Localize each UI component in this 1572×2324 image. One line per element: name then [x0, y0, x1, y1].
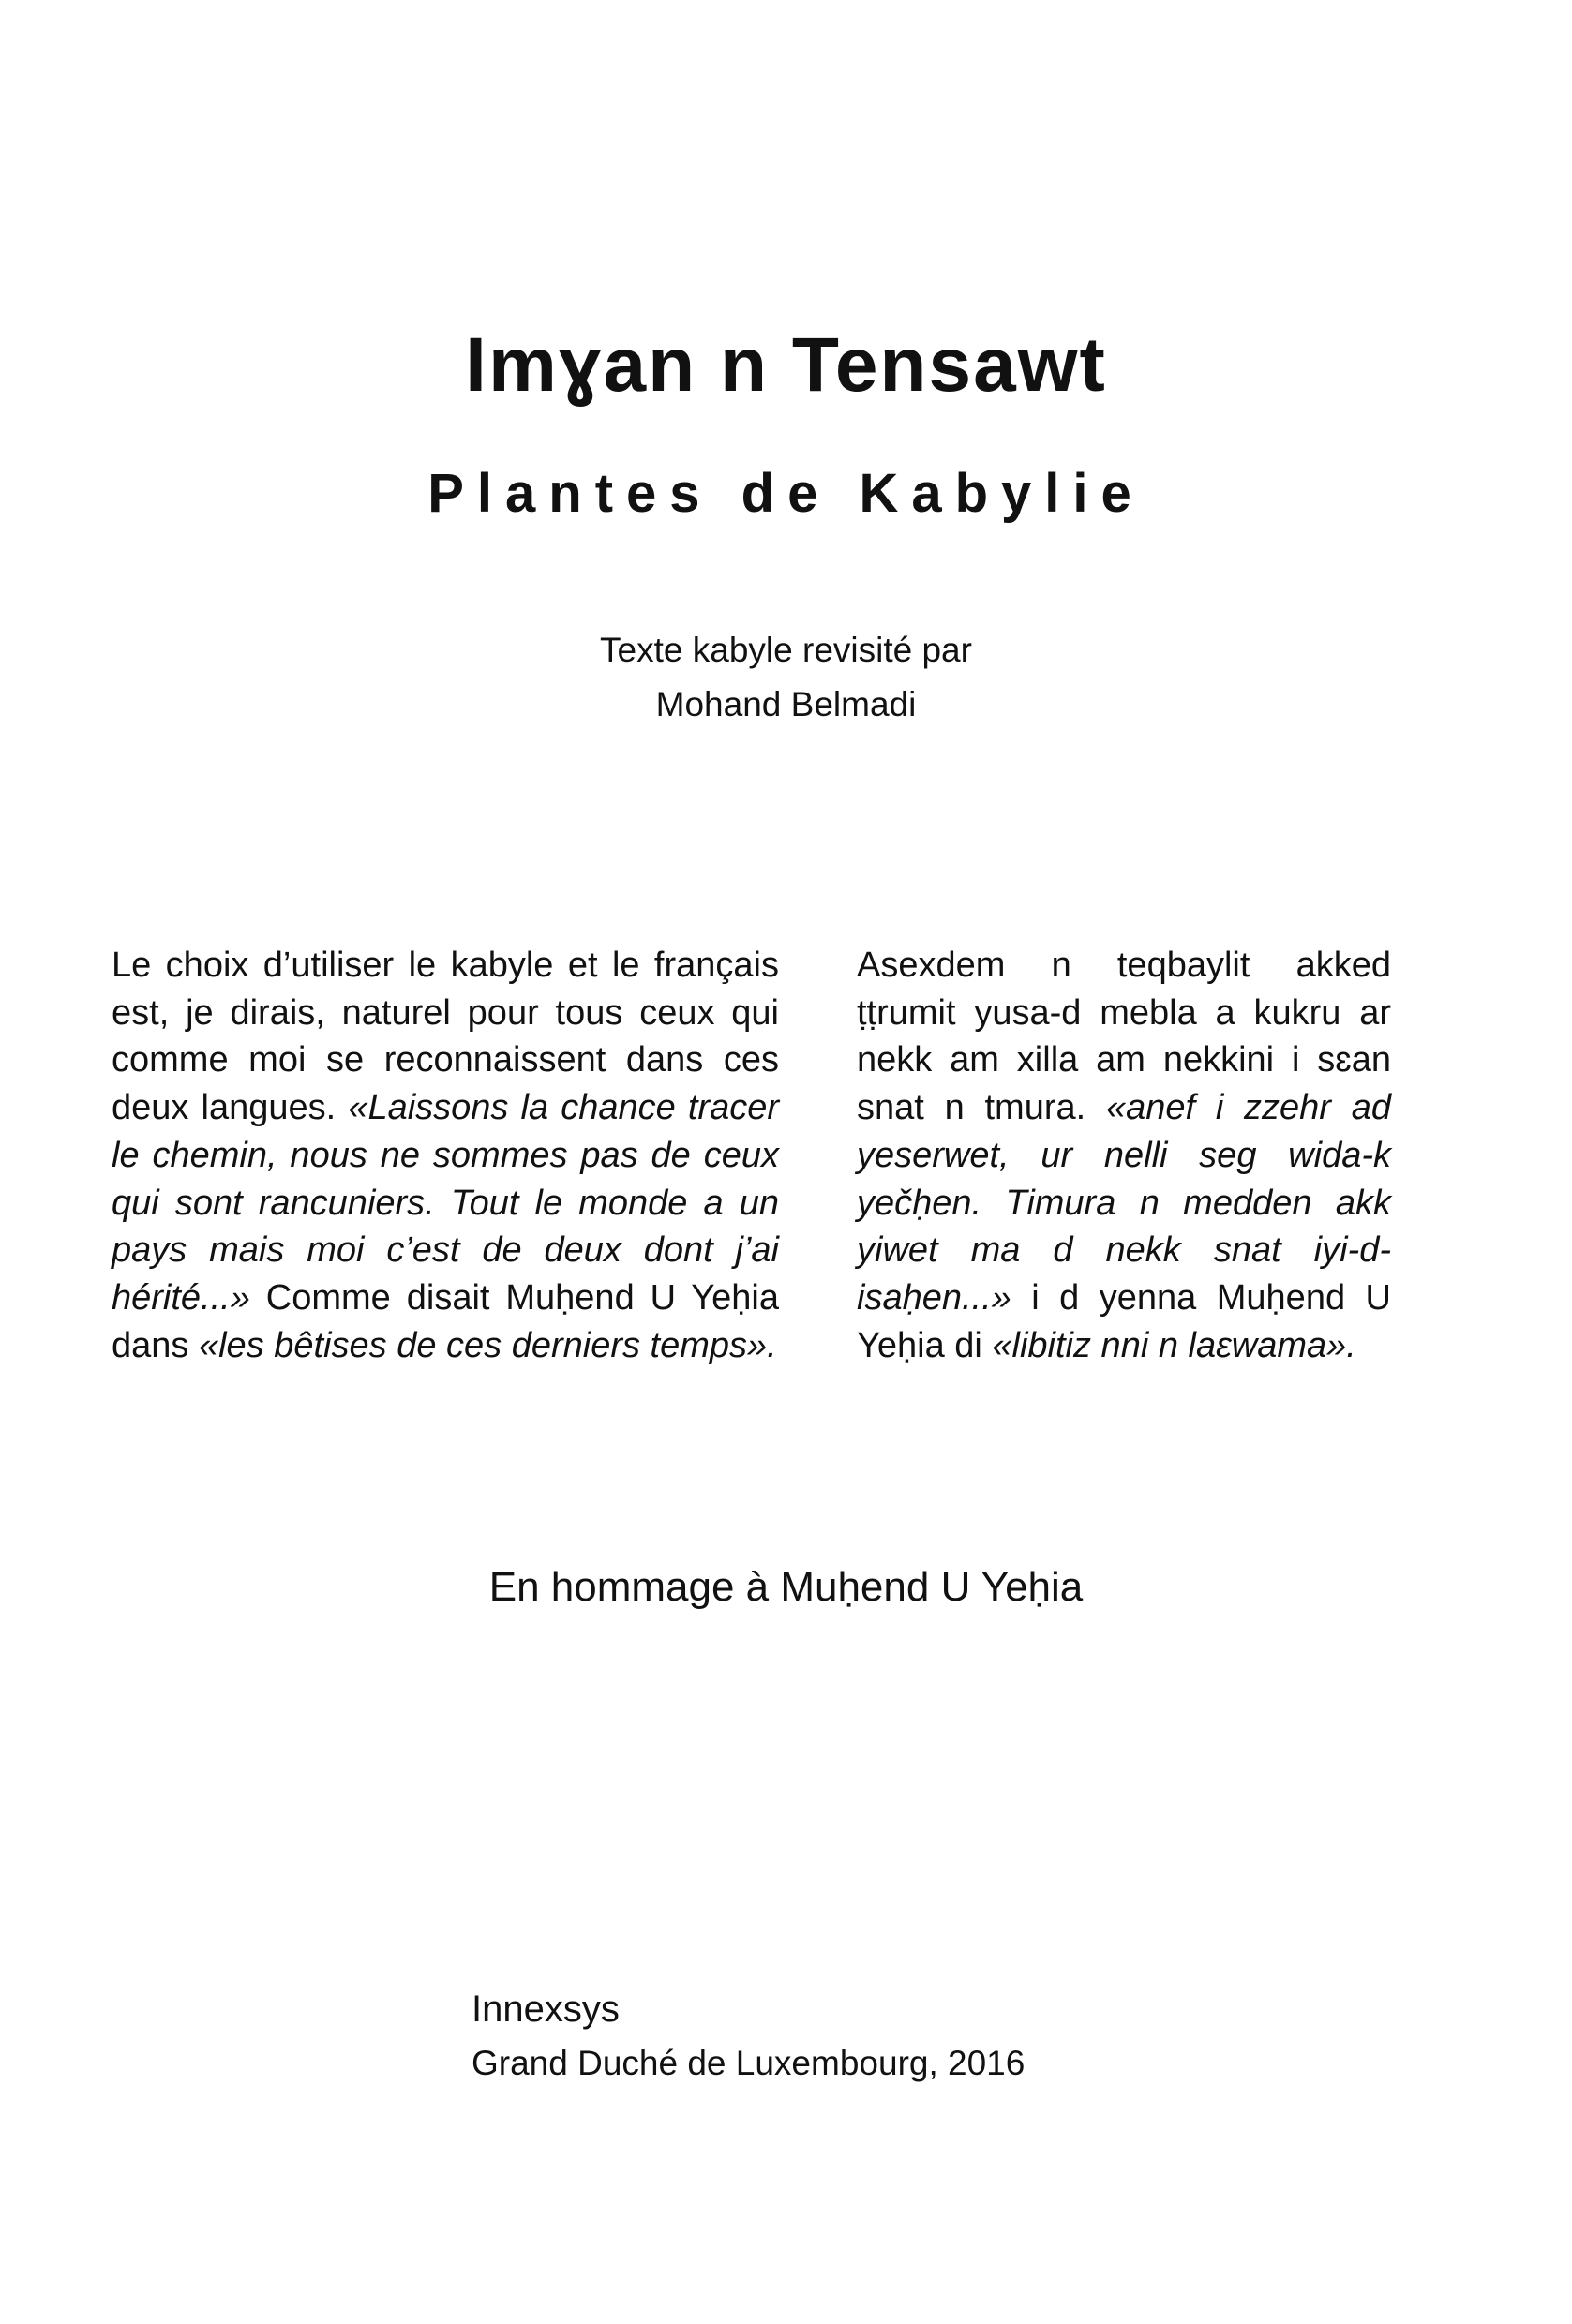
credit-block [0, 623, 1572, 732]
french-text-1: Le choix d’utiliser le kabyle et le français est, je dirais, naturel pour tous ceux qui comme moi se reconnaissent dans ces deux langues. [112, 946, 779, 1128]
kabyle-text-2: i d yenna Muḥend U Yeḥia di [857, 1277, 1391, 1365]
kabyle-quote-2: «libitiz nni n laɛwama». [992, 1325, 1356, 1365]
credit-author: Mohand Belmadi [655, 685, 917, 723]
credit-line-1: Texte kabyle revisité par [600, 631, 972, 669]
kabyle-paragraph [857, 942, 1391, 1369]
french-quote-1: «Laissons la chance tracer le chemin, nous ne sommes pas de ceux qui sont rancuniers. Tout le monde a un pays mais moi c’est de deux dont j’ai hérité...» [112, 1088, 780, 1318]
french-paragraph [112, 942, 779, 1369]
french-text-2: Comme disait Muḥend U Yeḥia dans [112, 1277, 779, 1365]
kabyle-text-1: Asexdem n teqbaylit akked ṭṭrumit yusa-d mebla a kukru ar nekk am xilla am nekkini i sɛan snat n tmura. [857, 946, 1391, 1128]
dedication: En hommage à Muḥend U Yeḥia [488, 1564, 1084, 1610]
french-quote-2: «les bêtises de ces derniers temps». [198, 1325, 777, 1365]
kabyle-quote-1: «anef i zzehr ad yeserwet, ur nelli seg wida-k yečḥen. Timura n medden akk yiwet ma d nekk snat iyi-d-isaḥen...» [857, 1088, 1391, 1318]
book-title: Imɣan n Tensawt [465, 322, 1107, 408]
book-subtitle: Plantes de Kabylie [427, 463, 1145, 524]
publisher-place: Grand Duché de Luxembourg, 2016 [472, 2044, 1026, 2082]
publisher-name: Innexsys [472, 1989, 620, 2030]
